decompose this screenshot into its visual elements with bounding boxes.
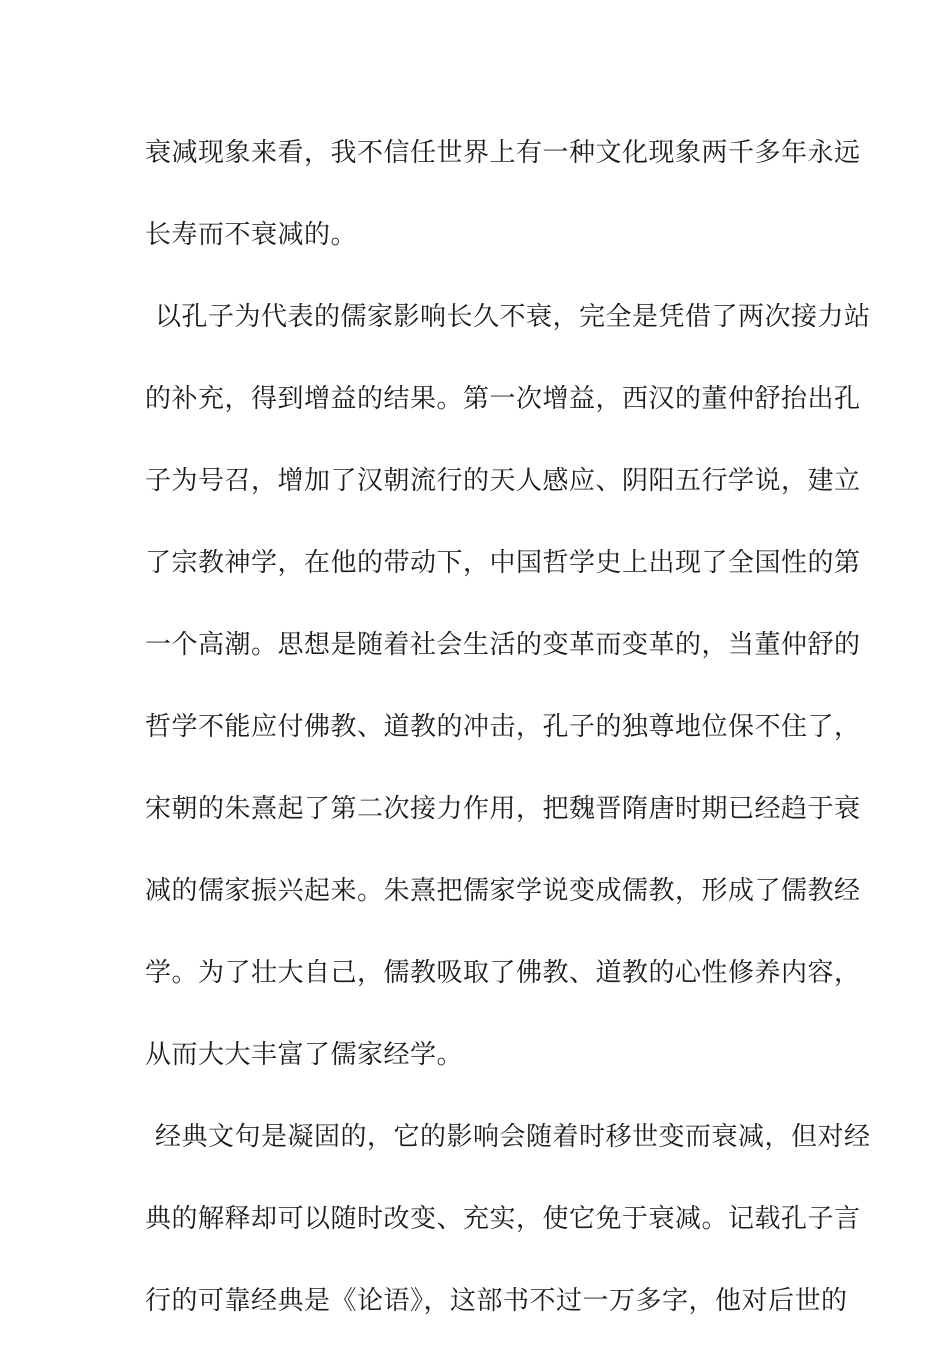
text-line: 减的儒家振兴起来。朱熹把儒家学说变成儒教，形成了儒教经 [145,876,861,906]
text-line: 哲学不能应付佛教、道教的冲击，孔子的独尊地位保不住了， [145,712,861,742]
document-body [145,126,871,1356]
text-line: 衰减现象来看，我不信任世界上有一种文化现象两千多年永远 [145,138,861,168]
paragraph-start-line: 以孔子为代表的儒家影响长久不衰，完全是凭借了两次接力站 [155,302,871,332]
paragraph-start-line: 经典文句是凝固的，它的影响会随着时移世变而衰减，但对经 [155,1122,871,1152]
text-line: 子为号召，增加了汉朝流行的天人感应、阴阳五行学说，建立 [145,466,861,496]
text-line: 长寿而不衰减的。 [145,220,358,250]
text-line: 学。为了壮大自己，儒教吸取了佛教、道教的心性修养内容， [145,958,861,988]
text-line: 典的解释却可以随时改变、充实，使它免于衰减。记载孔子言 [145,1204,861,1234]
text-line: 从而大大丰富了儒家经学。 [145,1040,464,1070]
text-line: 宋朝的朱熹起了第二次接力作用，把魏晋隋唐时期已经趋于衰 [145,794,861,824]
text-line: 的补充，得到增益的结果。第一次增益，西汉的董仲舒抬出孔 [145,384,861,414]
text-line: 一个高潮。思想是随着社会生活的变革而变革的，当董仲舒的 [145,630,861,660]
text-line: 了宗教神学，在他的带动下，中国哲学史上出现了全国性的第 [145,548,861,578]
text-line: 行的可靠经典是《论语》，这部书不过一万多字，他对后世的 [145,1286,848,1316]
